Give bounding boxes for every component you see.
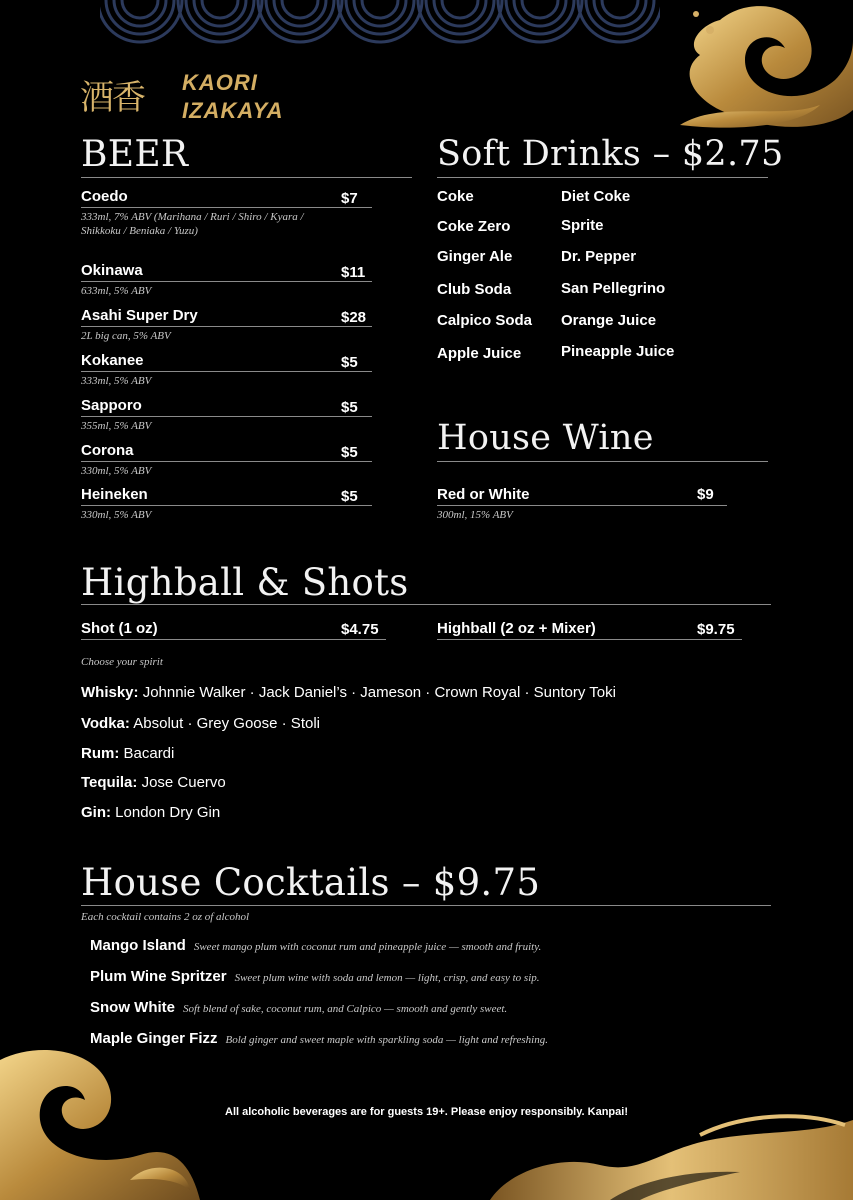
beer-item-price: $5 <box>341 444 358 461</box>
spirit-list: Jose Cuervo <box>141 774 226 791</box>
cocktail-desc: Sweet plum wine with soda and lemon — light, crisp, and easy to sip. <box>234 972 540 984</box>
beer-item-rule <box>81 371 372 372</box>
beer-item-desc: 330ml, 5% ABV <box>81 509 152 521</box>
beer-item-name: Coedo <box>81 188 128 205</box>
beer-item-rule <box>81 326 372 327</box>
spirit-list: London Dry Gin <box>115 804 221 821</box>
highball-title: Highball & Shots <box>81 561 409 604</box>
beer-item-rule <box>81 416 372 417</box>
soft-drinks-rule <box>437 177 768 178</box>
cocktail-item <box>90 999 507 1017</box>
beer-item-desc: 333ml, 7% ABV (Marihana / Ruri / Shiro / Kyara / Shikkoku / Beniaka / Yuzu) <box>81 211 304 237</box>
cocktail-item <box>90 1030 548 1048</box>
cocktail-item <box>90 968 540 986</box>
soft-drink-item: Orange Juice <box>561 312 657 329</box>
shot-name: Shot (1 oz) <box>81 620 158 637</box>
soft-drink-item: Diet Coke <box>561 188 631 205</box>
spirit-row <box>81 804 220 821</box>
cocktail-name: Maple Ginger Fizz <box>90 1030 218 1047</box>
highball-title-rule <box>81 604 771 605</box>
spirit-row <box>81 684 616 701</box>
cocktail-desc: Bold ginger and sweet maple with sparkling soda — light and refreshing. <box>225 1034 548 1046</box>
spirit-label: Whisky: <box>81 684 139 701</box>
soft-drink-item: Club Soda <box>437 281 512 298</box>
cocktail-name: Plum Wine Spritzer <box>90 968 227 985</box>
wave-pattern-top <box>100 0 660 50</box>
footer-note: All alcoholic beverages are for guests 19+. Please enjoy responsibly. Kanpai! <box>225 1106 628 1118</box>
cocktail-name: Snow White <box>90 999 175 1016</box>
soft-drink-item: Pineapple Juice <box>561 343 675 360</box>
logo-kanji: 酒香 <box>80 78 144 118</box>
beer-item-name: Asahi Super Dry <box>81 307 198 324</box>
house-wine-title: House Wine <box>437 418 654 458</box>
logo-line1: KAORI <box>182 70 258 95</box>
cocktail-desc: Sweet mango plum with coconut rum and pineapple juice — smooth and fruity. <box>193 941 542 953</box>
cocktails-title: House Cocktails – $9.75 <box>81 861 541 904</box>
beer-item-desc: 355ml, 5% ABV <box>81 420 152 432</box>
beer-item-name: Okinawa <box>81 262 143 279</box>
spirit-list: Johnnie Walker · Jack Daniel’s · Jameson · Crown Royal · Suntory Toki <box>142 684 616 701</box>
beer-title: BEER <box>81 134 189 175</box>
highball-rule <box>437 639 742 640</box>
logo-line2: IZAKAYA <box>182 98 284 123</box>
beer-item-price: $5 <box>341 488 358 505</box>
gold-wave-top-right-icon <box>660 0 853 140</box>
wine-rule <box>437 505 727 506</box>
spirit-row <box>81 715 320 732</box>
spirit-list: Absolut · Grey Goose · Stoli <box>133 715 320 732</box>
soft-drink-item: Sprite <box>561 217 604 234</box>
beer-item-desc: 330ml, 5% ABV <box>81 465 152 477</box>
highball-name: Highball (2 oz + Mixer) <box>437 620 596 637</box>
soft-drink-item: Coke Zero <box>437 218 511 235</box>
gold-wave-bottom-right-icon <box>490 1110 853 1200</box>
house-wine-rule <box>437 461 768 462</box>
wine-price: $9 <box>697 486 714 503</box>
gold-wave-bottom-left-icon <box>0 1040 200 1200</box>
beer-item-rule <box>81 281 372 282</box>
spirit-list: Bacardi <box>123 745 175 762</box>
spirit-label: Rum: <box>81 745 120 762</box>
shot-price: $4.75 <box>341 621 379 638</box>
beer-item-name: Corona <box>81 442 134 459</box>
wine-name: Red or White <box>437 486 530 503</box>
beer-item-price: $5 <box>341 399 358 416</box>
soft-drinks-title: Soft Drinks – $2.75 <box>437 134 784 174</box>
spirit-label: Vodka: <box>81 715 130 732</box>
cocktail-desc: Soft blend of sake, coconut rum, and Calpico — smooth and gently sweet. <box>183 1003 508 1015</box>
beer-item-desc: 333ml, 5% ABV <box>81 375 152 387</box>
soft-drink-item: Coke <box>437 188 474 205</box>
beer-item-price: $5 <box>341 354 358 371</box>
beer-item-desc: 2L big can, 5% ABV <box>81 330 171 342</box>
beer-item-name: Sapporo <box>81 397 142 414</box>
highball-price: $9.75 <box>697 621 735 638</box>
beer-item-price: $7 <box>341 190 358 207</box>
wine-desc: 300ml, 15% ABV <box>437 509 513 521</box>
spirit-row <box>81 745 174 762</box>
beer-title-rule <box>81 177 412 178</box>
beer-item-desc: 633ml, 5% ABV <box>81 285 152 297</box>
spirit-label: Tequila: <box>81 774 138 791</box>
beer-item-name: Kokanee <box>81 352 144 369</box>
beer-item-rule <box>81 207 372 208</box>
choose-spirit: Choose your spirit <box>81 656 163 668</box>
spirit-row <box>81 774 226 791</box>
cocktail-item <box>90 937 541 955</box>
beer-item-rule <box>81 505 372 506</box>
soft-drink-item: Calpico Soda <box>437 312 533 329</box>
soft-drink-item: Dr. Pepper <box>561 248 637 265</box>
spirit-label: Gin: <box>81 804 111 821</box>
beer-item-name: Heineken <box>81 486 148 503</box>
soft-drink-item: San Pellegrino <box>561 280 666 297</box>
cocktails-title-rule <box>81 905 771 906</box>
logo <box>80 68 340 130</box>
beer-item-price: $11 <box>341 264 366 281</box>
shot-rule <box>81 639 386 640</box>
cocktails-note: Each cocktail contains 2 oz of alcohol <box>81 911 250 923</box>
beer-item-rule <box>81 461 372 462</box>
beer-item-price: $28 <box>341 309 367 326</box>
cocktail-name: Mango Island <box>90 937 186 954</box>
soft-drink-item: Ginger Ale <box>437 248 513 265</box>
soft-drink-item: Apple Juice <box>437 345 522 362</box>
